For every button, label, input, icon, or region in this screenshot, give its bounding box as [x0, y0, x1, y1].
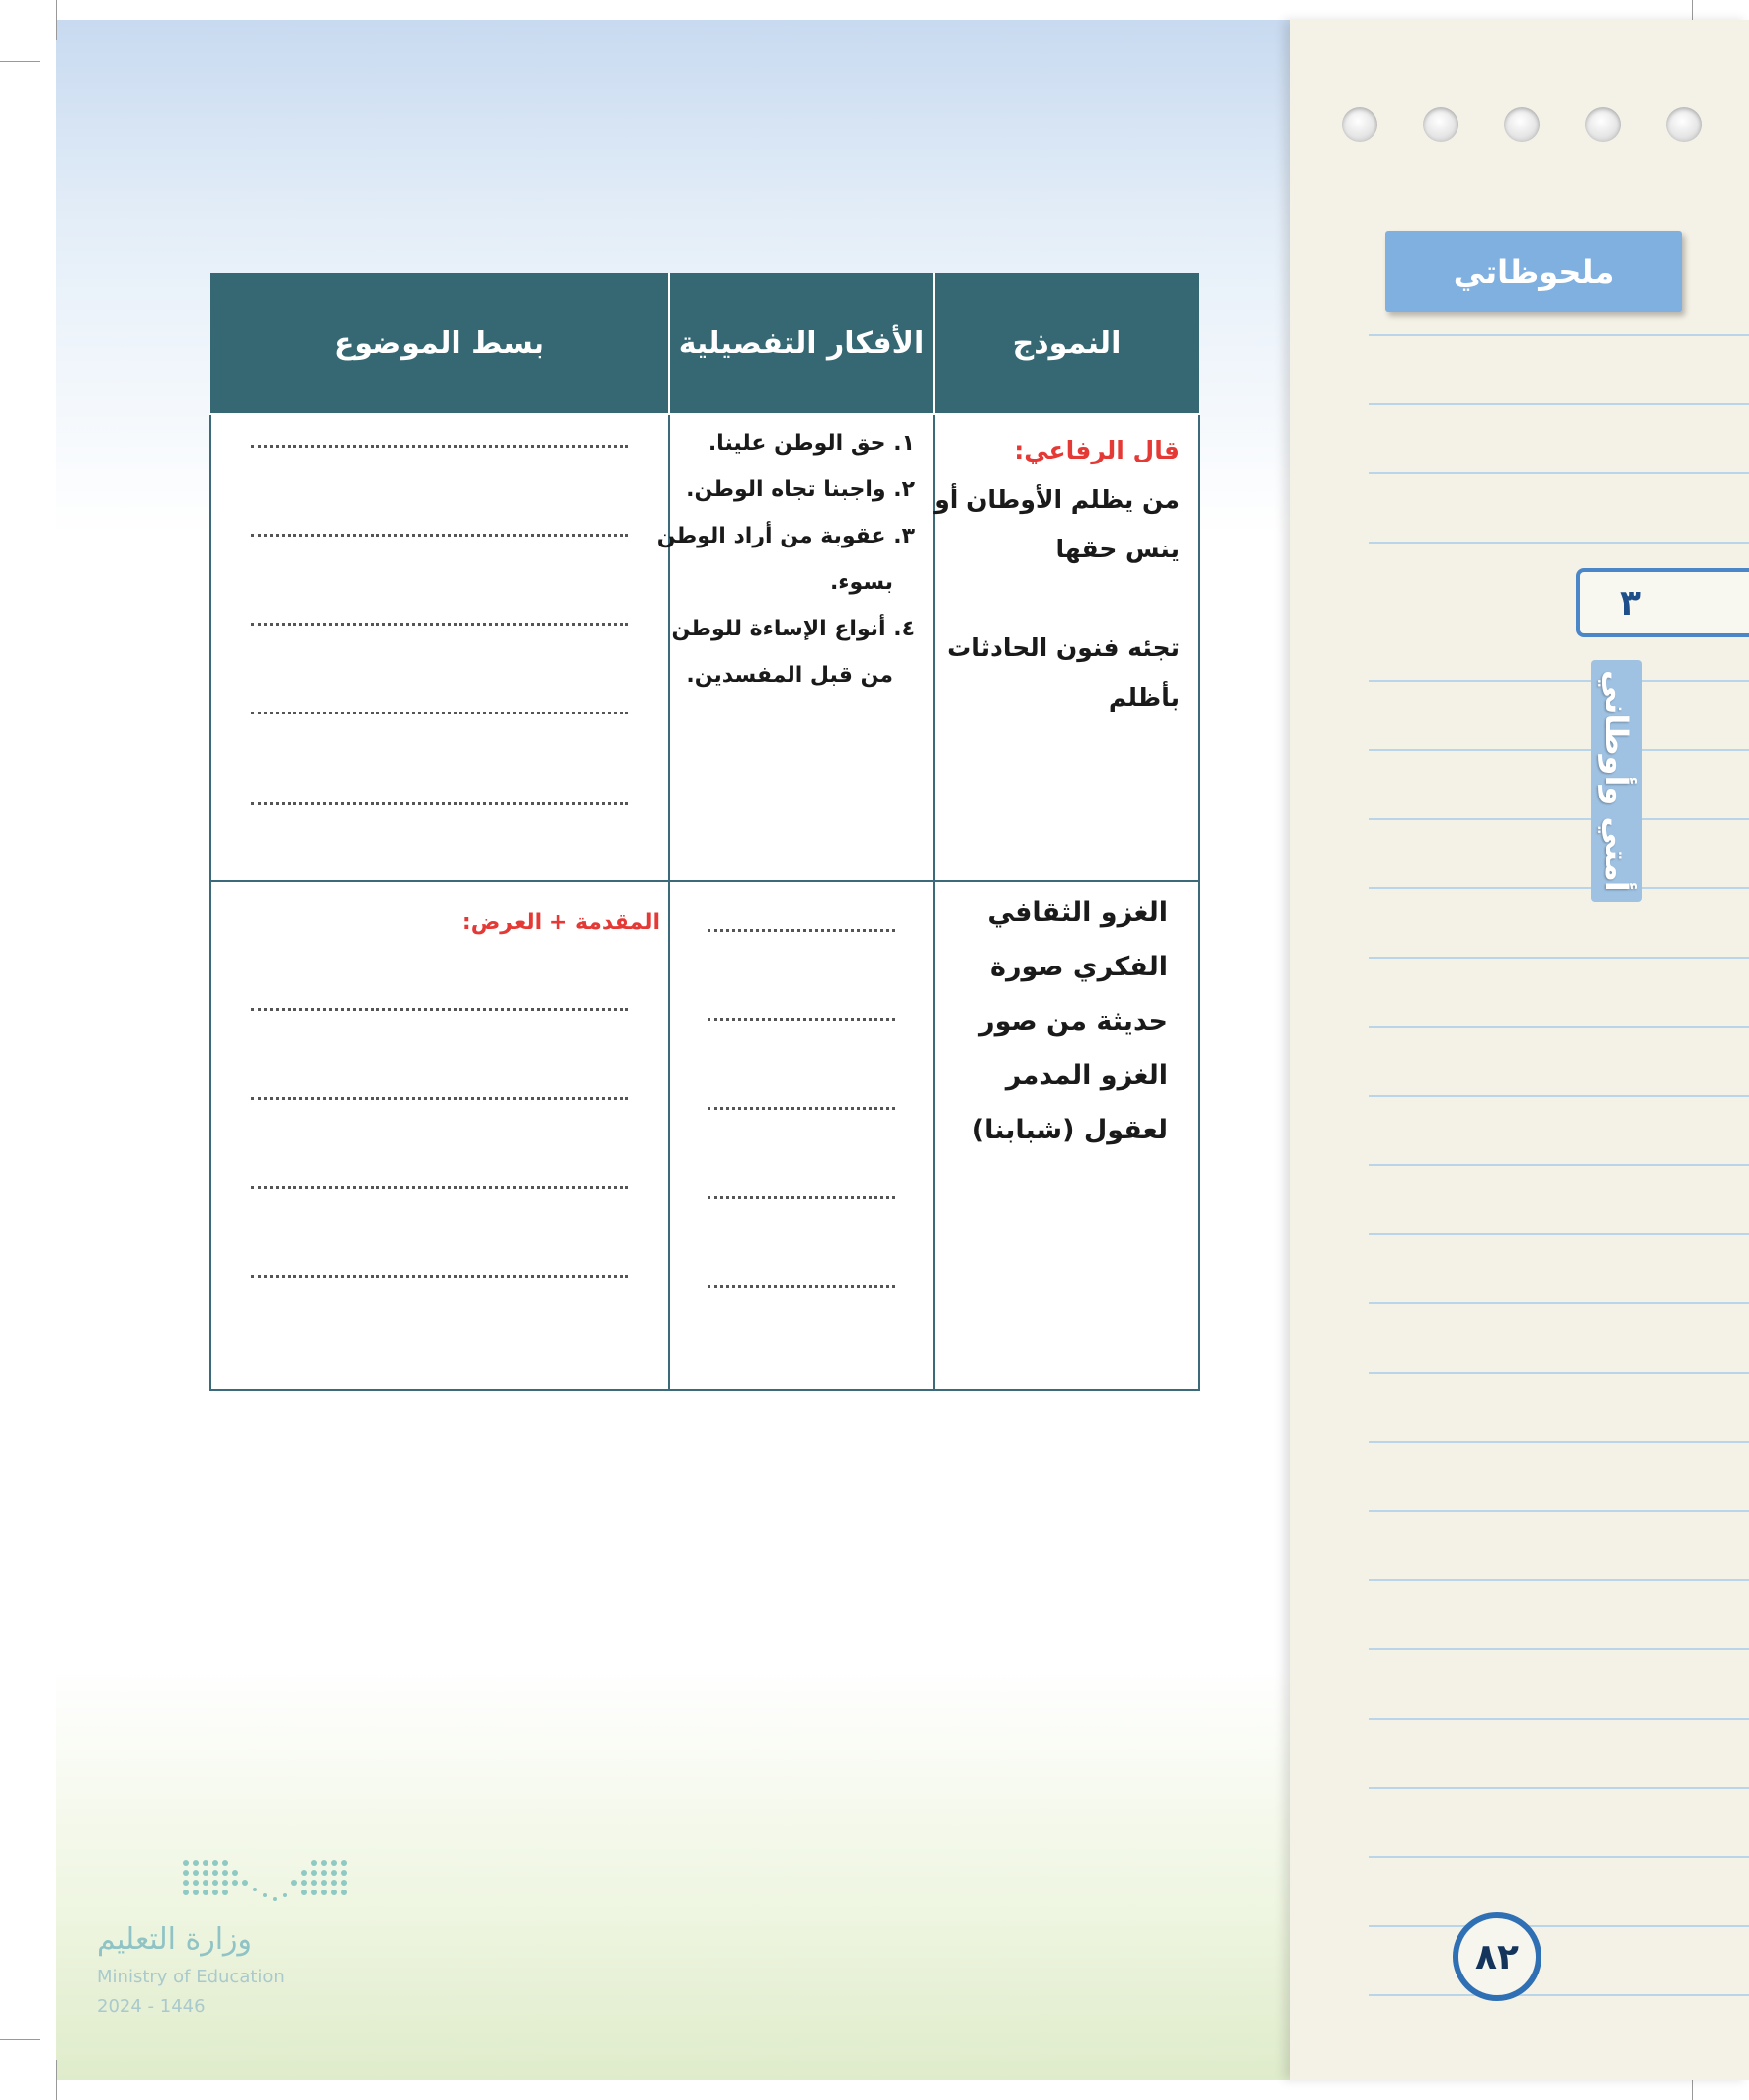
crop-mark — [56, 0, 57, 40]
writing-line[interactable] — [251, 712, 628, 714]
writing-line[interactable] — [251, 1275, 628, 1278]
ruled-line — [1369, 1718, 1749, 1720]
table-row — [210, 881, 1199, 1390]
model-line: ينس حقها — [1055, 535, 1180, 563]
ruled-line — [1369, 818, 1749, 820]
crop-mark — [0, 61, 40, 62]
writing-line[interactable] — [251, 445, 628, 448]
model-line: بأظلم — [1108, 683, 1180, 712]
idea-item: ٣. عقوبة من أراد الوطن — [656, 524, 915, 548]
unit-title: أمتي وأوطاني — [1598, 670, 1635, 892]
binder-hole-icon — [1666, 107, 1702, 142]
ruled-line — [1369, 1164, 1749, 1166]
binder-hole-icon — [1423, 107, 1458, 142]
ruled-line — [1369, 1026, 1749, 1028]
header-detailed-ideas: الأفكار التفصيلية — [669, 273, 934, 414]
writing-line[interactable] — [708, 1018, 895, 1021]
ruled-line — [1369, 749, 1749, 751]
ruled-line — [1369, 1994, 1749, 1996]
ministry-dots-icon — [181, 1858, 349, 1907]
unit-number: ٣ — [1620, 582, 1641, 624]
header-model: النموذج — [934, 273, 1199, 414]
ruled-line — [1369, 680, 1749, 682]
model-line: الغزو الثقافي — [987, 897, 1168, 928]
ruled-line — [1369, 1579, 1749, 1581]
writing-line[interactable] — [708, 1196, 895, 1199]
writing-line[interactable] — [708, 1107, 895, 1110]
ruled-line — [1369, 334, 1749, 336]
model-cell — [934, 881, 1199, 1390]
intro-body-label: المقدمة + العرض: — [461, 910, 660, 935]
table-row — [210, 414, 1199, 881]
header-topic-expansion: بسط الموضوع — [210, 273, 669, 414]
model-line: الغزو المدمر — [1005, 1060, 1168, 1091]
notebook-sidebar — [1290, 20, 1749, 2080]
writing-line[interactable] — [251, 534, 628, 537]
ruled-line — [1369, 1648, 1749, 1650]
binder-hole-icon — [1585, 107, 1621, 142]
ideas-cell — [656, 414, 934, 881]
model-line: الفكري صورة — [990, 952, 1168, 982]
model-cell — [934, 414, 1199, 881]
writing-line[interactable] — [251, 1097, 628, 1100]
model-line: حديثة من صور — [979, 1006, 1168, 1037]
idea-item: بسوء. — [829, 570, 893, 595]
ruled-line — [1369, 1302, 1749, 1304]
writing-line[interactable] — [251, 623, 628, 626]
ruled-line — [1369, 1095, 1749, 1097]
ruled-line — [1369, 1233, 1749, 1235]
unit-number-box — [1576, 568, 1749, 637]
ruled-line — [1369, 1510, 1749, 1512]
notes-label: ملحوظاتي — [1453, 253, 1615, 291]
ideas-cell[interactable] — [669, 881, 934, 1390]
ruled-line — [1369, 957, 1749, 959]
notes-tab — [1385, 231, 1682, 312]
ministry-name-english: Ministry of Education — [97, 1967, 285, 1987]
writing-line[interactable] — [708, 1285, 895, 1288]
idea-item: من قبل المفسدين. — [686, 663, 893, 688]
table-header-row — [210, 273, 1199, 414]
expansion-cell[interactable] — [210, 881, 669, 1390]
idea-item: ٢. واجبنا تجاه الوطن. — [686, 477, 915, 502]
idea-item: ٤. أنواع الإساءة للوطن — [671, 617, 915, 641]
ruled-line — [1369, 542, 1749, 544]
ruled-line — [1369, 472, 1749, 474]
ruled-line — [1369, 1441, 1749, 1443]
edition-year: 2024 - 1446 — [97, 1996, 206, 2017]
topic-expansion-table — [209, 273, 1200, 1391]
idea-item: ١. حق الوطن علينا. — [708, 431, 915, 456]
model-line: من يظلم الأوطان أو — [934, 485, 1180, 514]
writing-line[interactable] — [251, 1008, 628, 1011]
ruled-line — [1369, 887, 1749, 889]
ministry-name-arabic: وزارة التعليم — [97, 1922, 253, 1957]
model-line: تجئه فنون الحادثات — [947, 633, 1180, 662]
crop-mark — [56, 2060, 57, 2100]
expansion-cell[interactable] — [210, 414, 669, 881]
writing-line[interactable] — [251, 1186, 628, 1189]
unit-title-ribbon — [1591, 660, 1642, 902]
crop-mark — [0, 2039, 40, 2040]
ruled-line — [1369, 1856, 1749, 1858]
binder-hole-icon — [1504, 107, 1540, 142]
ruled-line — [1369, 403, 1749, 405]
ruled-line — [1369, 1925, 1749, 1927]
binder-hole-icon — [1342, 107, 1377, 142]
model-line: لعقول (شبابنا) — [971, 1115, 1168, 1145]
writing-line[interactable] — [251, 802, 628, 805]
ruled-line — [1369, 1787, 1749, 1789]
model-quote-label: قال الرفاعي: — [1014, 436, 1180, 464]
page-number-badge — [1453, 1912, 1541, 2001]
writing-line[interactable] — [708, 929, 895, 932]
page-number: ٨٢ — [1475, 1936, 1519, 1977]
ruled-line — [1369, 1372, 1749, 1374]
